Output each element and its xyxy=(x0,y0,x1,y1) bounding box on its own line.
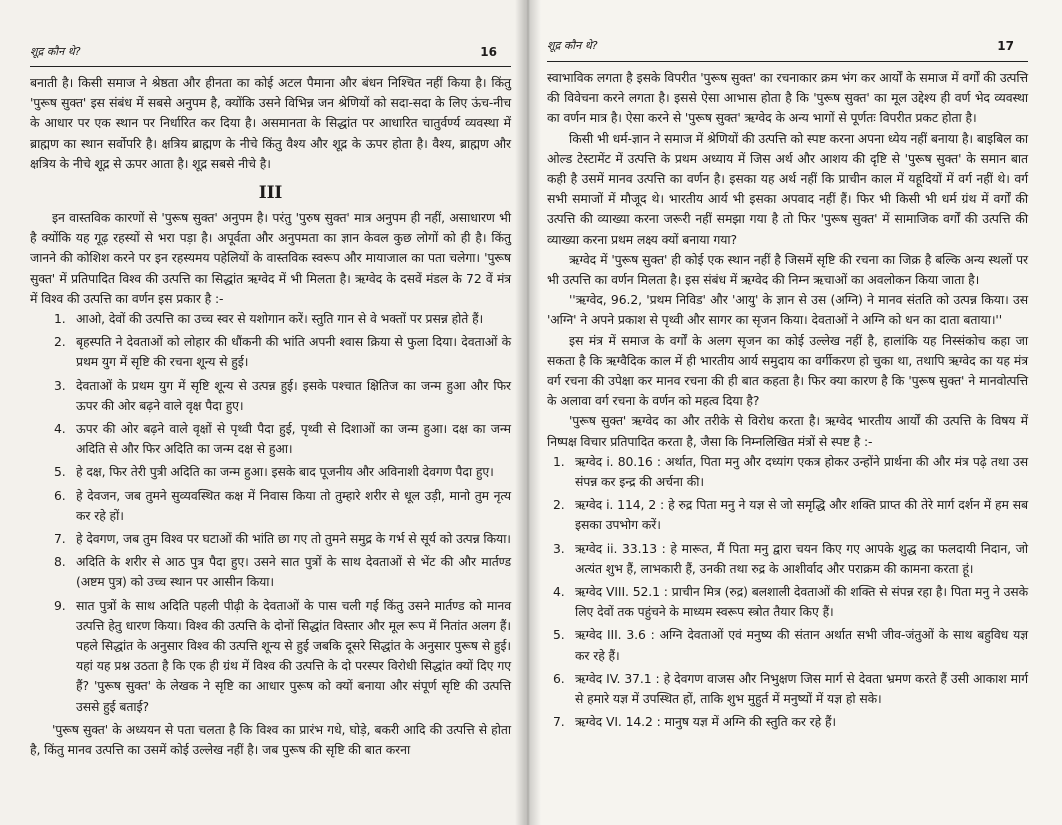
list-item-number: 8. xyxy=(54,554,66,570)
right-page-header xyxy=(547,38,1028,53)
right-page-body xyxy=(547,68,1028,733)
list-item-text: अदिति के शरीर से आठ पुत्र पैदा हुए। उसने सात पुत्रों के साथ देवताओं से भेंट की और मार्तण्ड (अष्टम पुत्र) को उच्च स्थान पर आसीन किया। xyxy=(76,554,511,590)
list-item-number: 6. xyxy=(553,670,565,686)
list-item xyxy=(54,552,511,592)
list-item-number: 7. xyxy=(54,531,66,547)
list-item-number: 4. xyxy=(54,421,66,437)
rigveda-quote: ''ऋग्वेद, 96.2, 'प्रथम निविड' और 'आयु' के ज्ञान से उस (अग्नि) ने मानव संतति को उत्पन्न किया। उस 'अग्नि' ने अपने प्रकाश से पृथ्वी और सागर का सृजन किया। देवताओं ने अग्नि को धन का दाता बताया।'' xyxy=(547,292,1028,328)
left-page-number: 16 xyxy=(480,45,497,59)
list-item-text: ऋग्वेद VIII. 52.1 : प्राचीन मित्र (रुद्र) बलशाली देवताओं की शक्ति से संपन्न रहा है। पिता मनु ने उसके लिए देवों तक पहुंचने के माध्यम स्वरूप स्त्रोत तैयार किए हैं। xyxy=(575,584,1028,620)
list-item-number: 3. xyxy=(553,540,565,556)
list-item-text: ऋग्वेद ii. 33.13 : हे मारूत, मैं पिता मनु द्वारा चयन किए गए आपके शुद्ध का फलदायी निदान, जो अत्यंत शुभ हैं, लाभकारी हैं, उनकी तथा रुद्र के आशीर्वाद और पराक्रम की कामना करता हूं। xyxy=(575,540,1028,576)
list-item xyxy=(54,309,511,329)
list-item-number: 7. xyxy=(553,714,565,730)
right-paragraph-2: किसी भी धर्म-ज्ञान ने समाज में श्रेणियों की उत्पत्ति को स्पष्ट करना अपना ध्येय नहीं बनाया है। बाइबिल का ओल्ड टेस्टामेंट में उत्पत्ति के प्रथम अध्याय में जिस अर्थ और आशय की दृष्टि से 'पुरूष सुक्त' के समान बात कही है उसमें मानव उत्पत्ति का वर्णन है। इसका यह अर्थ नहीं कि प्राचीन काल में यहूदियों में वर्ग नहीं थे। वर्ग सभी समाजों में मौजूद थे। भारतीय आर्य भी इसका अपवाद नहीं हैं। फिर भी किसी भी धर्म ग्रंथ में वर्गों की उत्पत्ति की व्याख्या करना जरूरी नहीं समझा गया है तो फिर 'पुरूष सुक्त' में सामाजिक वर्गों की उत्पत्ति की व्याख्या करना प्रथम लक्ष्य क्यों बनाया गया? xyxy=(547,130,1028,247)
list-item xyxy=(553,669,1028,709)
list-item-text: आओ, देवों की उत्पत्ति का उच्च स्वर से यशोगान करें। स्तुति गान से वे भक्तों पर प्रसन्न होते हैं। xyxy=(76,311,484,327)
left-verse-list xyxy=(30,309,511,717)
list-item xyxy=(553,495,1028,535)
list-item-text: हे देवगण, जब तुम विश्व पर घटाओं की भांति छा गए तो तुमने समुद्र के गर्भ से सूर्य को उत्पन्न किया। xyxy=(76,531,511,547)
left-paragraph-1: बनाती है। किसी समाज ने श्रेष्ठता और हीनता का कोई अटल पैमाना और बंधन निश्चित नहीं किया है। किंतु 'पुरूष सुक्त' इस संबंध में सबसे अनुपम है, क्योंकि उसने विभिन्न जन श्रेणियों को सदा-सदा के लिए ऊंच-नीच के आधार पर एक स्थान पर निर्धारित कर दिया है। असमानता के सिद्धांत पर आधारित चातुर्वर्ण्य व्यवस्था में ब्राह्मण का स्थान सर्वोपरि है। क्षत्रिय ब्राह्मण के नीचे किंतु वैश्य और शूद्र के ऊपर होता है। वैश्य, ब्राह्मण और क्षत्रिय के नीचे शूद्र से ऊपर आता है। शूद्र सबसे नीचे है। xyxy=(30,75,511,171)
left-running-head: शूद्र कौन थे? xyxy=(30,45,81,58)
section-heading: III xyxy=(258,183,283,204)
list-item-number: 2. xyxy=(553,497,565,513)
list-item xyxy=(553,582,1028,622)
left-page-body xyxy=(30,73,511,760)
right-paragraph-3: ऋग्वेद में 'पुरूष सुक्त' ही कोई एक स्थान नहीं है जिसमें सृष्टि की रचना का जिक्र है बल्कि अन्य स्थलों पर भी उत्पत्ति का वर्णन मिलता है। इस संबंध में ऋग्वेद की निम्न ऋचाओं का अवलोकन किया जाता है। xyxy=(547,251,1028,288)
list-item-text: ऋग्वेद i. 80.16 : अर्थात, पिता मनु और दध्यांग एकत्र होकर उन्होंने प्रार्थना की और मंत्र पढ़े तथा उस संपन्न कर इन्द्र की अर्चना की। xyxy=(575,453,1028,490)
list-item-number: 2. xyxy=(54,334,66,350)
right-page-number: 17 xyxy=(997,39,1014,53)
list-item xyxy=(54,529,511,549)
right-mantra-list xyxy=(547,452,1028,733)
list-item-number: 4. xyxy=(553,584,565,600)
right-page xyxy=(525,0,1062,825)
left-paragraph-2: इन वास्तविक कारणों से 'पुरूष सुक्त' अनुपम है। परंतु 'पुरुष सुक्त' मात्र अनुपम ही नहीं, असाधारण भी है क्योंकि यह गूढ़ रहस्यों से भरा पड़ा है। अपूर्वता और अनुपमता का ज्ञान केवल कुछ लोगों को ही है। किंतु जानने की कोशिश करने पर इन रहस्यमय पहेलियों के वास्तविक स्वरूप और मायाजाल का पता चलेगा। 'पुरूष सुक्त' में प्रतिपादित विश्व की उत्पत्ति का सिद्धांत ऋग्वेद में भी मिलता है। ऋग्वेद के दसवें मंडल के 72 वें मंत्र में विश्व की उत्पत्ति का वर्णन इस प्रकार है :- xyxy=(30,210,511,306)
list-item xyxy=(553,712,1028,732)
list-item-number: 6. xyxy=(54,487,66,503)
list-item-text: देवताओं के प्रथम युग में सृष्टि शून्य से उत्पन्न हुई। इसके पश्चात क्षितिज का जन्म हुआ और फिर ऊपर की ओर बढ़ने वाले वृक्ष पैदा हुए। xyxy=(76,377,511,413)
list-item-text: हे दक्ष, फिर तेरी पुत्री अदिति का जन्म हुआ। इसके बाद पूजनीय और अविनाशी देवगण पैदा हुए। xyxy=(76,464,494,480)
list-item-number: 3. xyxy=(54,377,66,393)
list-item xyxy=(553,625,1028,665)
right-running-head: शूद्र कौन थे? xyxy=(547,39,598,52)
list-item xyxy=(54,486,511,526)
list-item-text: ऋग्वेद VI. 14.2 : मानुष यज्ञ में अग्नि की स्तुति कर रहे हैं। xyxy=(575,714,837,730)
list-item-number: 1. xyxy=(553,453,565,469)
list-item-number: 1. xyxy=(54,311,66,327)
list-item-text: ऋग्वेद IV. 37.1 : हे देवगण वाजस और निभुक्षण जिस मार्ग से देवता भ्रमण करते हैं उसी आकाश मार्ग से हमारे यज्ञ में उपस्थित हों, ताकि शुभ मुहुर्त में मनुष्यों में यज्ञ हो सके। xyxy=(575,670,1028,707)
list-item xyxy=(54,462,511,482)
list-item xyxy=(54,376,511,416)
list-item xyxy=(54,596,511,717)
list-item-number: 9. xyxy=(54,597,66,613)
list-item xyxy=(54,419,511,459)
right-paragraph-5: 'पुरूष सुक्त' ऋग्वेद का और तरीके से विरोध करता है। ऋग्वेद भारतीय आर्यों की उत्पत्ति के विषय में निष्पक्ष विचार प्रतिपादित करता है, जैसा कि निम्नलिखित मंत्रों से स्पष्ट है :- xyxy=(547,413,1028,449)
list-item-text: ऋग्वेद i. 114, 2 : हे रुद्र पिता मनु ने यज्ञ से जो समृद्धि और शक्ति प्राप्त की तेरे मार्ग दर्शन में हम सब इसका उपभोग करें। xyxy=(575,497,1028,533)
list-item-text: हे देवजन, जब तुमने सुव्यवस्थित कक्ष में निवास किया तो तुम्हारे शरीर से धूल उड़ी, मानो तुम नृत्य कर रहे हों। xyxy=(76,487,511,523)
list-item-text: ऊपर की ओर बढ़ने वाले वृक्षों से पृथ्वी पैदा हुई, पृथ्वी से दिशाओं का जन्म हुआ। दक्ष का जन्म अदिति से और फिर अदिति का जन्म दक्ष से हुआ। xyxy=(76,421,511,457)
list-item-number: 5. xyxy=(553,627,565,643)
list-item xyxy=(54,332,511,372)
list-item xyxy=(553,539,1028,579)
list-item-text: ऋग्वेद III. 3.6 : अग्नि देवताओं एवं मनुष्य की संतान अर्थात सभी जीव-जंतुओं के साथ बहुविध यज्ञ कर रहे हैं। xyxy=(575,627,1028,663)
right-header-rule xyxy=(547,61,1028,62)
left-header-rule xyxy=(30,66,511,67)
left-page-header xyxy=(30,44,511,59)
left-paragraph-3: 'पुरूष सुक्त' के अध्ययन से पता चलता है कि विश्व का प्रारंभ गधे, घोड़े, बकरी आदि की उत्पत्ति से होता है, किंतु मानव उत्पत्ति का उसमें कोई उल्लेख नहीं है। जब पुरूष की सृष्टि की बात करना xyxy=(30,721,511,758)
right-paragraph-4: इस मंत्र में समाज के वर्गों के अलग सृजन का कोई उल्लेख नहीं है, हालांकि यह निस्संकोच कहा जा सकता है कि ऋग्वैदिक काल में ही भारतीय आर्य समुदाय का वर्गीकरण हो चुका था, तथापि ऋग्वेद का यह मंत्र वर्ग रचना की उपेक्षा कर मानव रचना की ही बात कहता है। फिर क्या कारण है कि 'पुरूष सुक्त' ने मानवोत्पत्ति के अलावा वर्ग रचना के वर्णन को महत्व दिया है? xyxy=(547,332,1028,409)
list-item-text: बृहस्पति ने देवताओं को लोहार की धौंकनी की भांति अपनी श्वास क्रिया से फुला दिया। देवताओं के प्रथम युग में सृष्टि की रचना शून्य से हुई। xyxy=(76,334,511,370)
left-page xyxy=(0,0,525,825)
list-item-text: सात पुत्रों के साथ अदिति पहली पीढ़ी के देवताओं के पास चली गई किंतु उसने मार्तण्ड को मानव उत्पत्ति हेतु धारण किया। विश्व की उत्पत्ति के दोनों सिद्धांत विस्तार और मूल रूप में नितांत अलग हैं। पहले सिद्धांत के अनुसार विश्व की उत्पत्ति शून्य से हुई जबकि दूसरे सिद्धांत के अनुसार पुरूष से हुई। यहां यह प्रश्न उठता है कि एक ही ग्रंथ में विश्व की उत्पत्ति के दो परस्पर विरोधी सिद्धांत क्यों दिए गए हैं? 'पुरूष सुक्त' के लेखक ने सृष्टि का आधार पुरूष को क्यों बनाया और संपूर्ण सृष्टि की उत्पत्ति उससे हुई बताई? xyxy=(76,597,511,714)
right-paragraph-1: स्वाभाविक लगता है इसके विपरीत 'पुरूष सुक्त' का रचनाकार क्रम भंग कर आर्यों के समाज में वर्गों की उत्पत्ति की विवेचना करने लगता है। इससे ऐसा आभास होता है कि 'पुरूष सुक्त' का मूल उद्देश्य ही वर्ण भेद व्यवस्था का वर्णन मात्र है। ऐसा करने से 'पुरूष सुक्त' ऋग्वेद के अन्य भागों से पूर्णतः विपरीत प्रकट होता है। xyxy=(547,70,1028,126)
list-item-number: 5. xyxy=(54,464,66,480)
list-item xyxy=(553,452,1028,492)
